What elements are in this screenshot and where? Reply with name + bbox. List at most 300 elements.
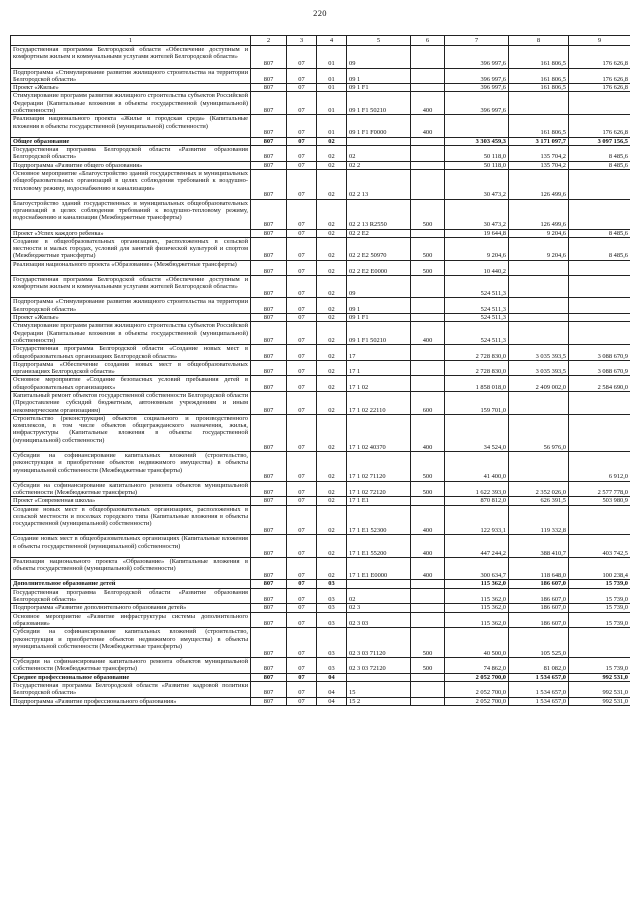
row-col2-cell: 807 [251, 46, 287, 69]
row-col3-cell: 07 [287, 497, 317, 505]
row-name-cell: Капитальный ремонт объектов государственной собственности Белгородской области (Предоставление субсидий бюджетным, автономным учреждениям и иным некоммерческим организациям) [11, 392, 251, 415]
row-code-cell: 15 [347, 681, 411, 697]
row-code-cell: 17 1 E1 E0000 [347, 557, 411, 580]
row-col6-cell: 400 [411, 557, 445, 580]
row-col4-cell: 02 [317, 314, 347, 322]
table-row [11, 658, 631, 674]
row-amount-3-cell: 3 088 670,9 [569, 360, 631, 376]
row-col4-cell: 02 [317, 146, 347, 162]
row-amount-3-cell: 992 531,0 [569, 697, 631, 705]
row-col6-cell: 400 [411, 92, 445, 115]
row-amount-3-cell: 8 485,6 [569, 237, 631, 260]
row-amount-2-cell: 161 806,5 [509, 46, 569, 69]
row-amount-3-cell [569, 169, 631, 199]
row-col6-cell: 400 [411, 115, 445, 138]
row-amount-2-cell: 135 704,2 [509, 146, 569, 162]
row-col6-cell: 500 [411, 451, 445, 481]
row-code-cell: 09 1 F1 [347, 314, 411, 322]
row-amount-1-cell: 2 052 700,0 [445, 673, 509, 681]
table-body [11, 46, 631, 706]
table-row [11, 275, 631, 298]
row-col4-cell: 01 [317, 92, 347, 115]
row-code-cell: 02 2 E2 E0000 [347, 260, 411, 275]
row-col3-cell: 07 [287, 322, 317, 345]
row-col4-cell: 02 [317, 229, 347, 237]
row-code-cell: 17 [347, 345, 411, 361]
table-row [11, 161, 631, 169]
row-col6-cell [411, 84, 445, 92]
row-col3-cell: 07 [287, 161, 317, 169]
row-col3-cell: 07 [287, 260, 317, 275]
row-code-cell: 02 [347, 146, 411, 162]
row-amount-2-cell: 2 352 026,0 [509, 481, 569, 497]
row-col4-cell: 04 [317, 681, 347, 697]
row-name-cell: Подпрограмма «Стимулирование развития жилищного строительства на территории Белгородской области» [11, 68, 251, 84]
row-amount-1-cell: 30 473,2 [445, 199, 509, 229]
row-name-cell: Подпрограмма «Развитие общего образования» [11, 161, 251, 169]
row-code-cell: 17 1 E1 52300 [347, 505, 411, 535]
row-col6-cell [411, 161, 445, 169]
row-amount-1-cell: 396 997,6 [445, 84, 509, 92]
row-col6-cell [411, 604, 445, 612]
row-name-cell: Подпрограмма «Развитие профессионального образования» [11, 697, 251, 705]
row-col4-cell: 03 [317, 658, 347, 674]
row-amount-2-cell: 186 607,0 [509, 612, 569, 628]
row-code-cell: 09 [347, 275, 411, 298]
table-row [11, 92, 631, 115]
table-row [11, 146, 631, 162]
row-amount-2-cell: 126 499,6 [509, 199, 569, 229]
row-col2-cell: 807 [251, 697, 287, 705]
row-name-cell: Создание новых мест в общеобразовательных организациях (Капитальные вложения в объекты государственной (муниципальной) собственности) [11, 535, 251, 558]
table-row [11, 628, 631, 658]
row-col2-cell: 807 [251, 229, 287, 237]
row-col2-cell: 807 [251, 414, 287, 451]
header-col-3: 3 [287, 36, 317, 46]
row-name-cell: Проект «Современная школа» [11, 497, 251, 505]
row-amount-1-cell: 159 701,0 [445, 392, 509, 415]
table-header-row [11, 36, 631, 46]
row-col2-cell: 807 [251, 612, 287, 628]
row-amount-2-cell: 161 806,5 [509, 84, 569, 92]
row-name-cell: Государственная программа Белгородской области «Обеспечение доступным и комфортным жильем и коммунальными услугами жителей Белгородской области» [11, 275, 251, 298]
row-amount-3-cell [569, 314, 631, 322]
row-name-cell: Строительство (реконструкция) объектов социального и производственного комплексов, в том числе объектов общегражданского назначения, жилья, инфраструктуры (Капитальные вложения в объекты государственной (муниципальной) собственности) [11, 414, 251, 451]
row-col6-cell [411, 497, 445, 505]
header-col-7: 7 [445, 36, 509, 46]
row-code-cell: 02 2 E2 50970 [347, 237, 411, 260]
budget-table [10, 35, 630, 706]
row-amount-1-cell: 870 812,0 [445, 497, 509, 505]
row-col6-cell [411, 360, 445, 376]
row-col3-cell: 07 [287, 345, 317, 361]
row-code-cell: 09 1 [347, 298, 411, 314]
row-col2-cell: 807 [251, 322, 287, 345]
row-amount-2-cell: 118 648,0 [509, 557, 569, 580]
row-col3-cell: 07 [287, 298, 317, 314]
row-amount-1-cell: 2 728 830,0 [445, 360, 509, 376]
table-row [11, 497, 631, 505]
row-col2-cell: 807 [251, 115, 287, 138]
row-amount-3-cell: 8 485,6 [569, 146, 631, 162]
row-name-cell: Создание в общеобразовательных организациях, расположенных в сельской местности и малых городах, условий для занятий физической культурой и спортом (Межбюджетные трансферты) [11, 237, 251, 260]
row-col4-cell: 02 [317, 322, 347, 345]
row-col6-cell [411, 697, 445, 705]
row-amount-1-cell: 115 362,0 [445, 604, 509, 612]
row-amount-3-cell [569, 92, 631, 115]
row-col3-cell: 07 [287, 360, 317, 376]
row-col3-cell: 07 [287, 376, 317, 392]
header-col-2: 2 [251, 36, 287, 46]
row-amount-2-cell [509, 451, 569, 481]
row-col4-cell: 01 [317, 115, 347, 138]
row-amount-2-cell: 56 976,0 [509, 414, 569, 451]
row-col6-cell: 500 [411, 199, 445, 229]
row-amount-3-cell [569, 199, 631, 229]
row-col3-cell: 07 [287, 580, 317, 588]
row-col3-cell: 07 [287, 505, 317, 535]
table-row [11, 376, 631, 392]
row-name-cell: Основное мероприятие «Развитие инфраструктуры системы дополнительного образования» [11, 612, 251, 628]
row-col4-cell: 04 [317, 697, 347, 705]
row-col2-cell: 807 [251, 376, 287, 392]
row-amount-3-cell: 8 485,6 [569, 161, 631, 169]
row-amount-2-cell: 161 806,5 [509, 68, 569, 84]
row-code-cell: 09 1 F1 50210 [347, 322, 411, 345]
row-amount-3-cell: 6 912,0 [569, 451, 631, 481]
row-col6-cell: 400 [411, 414, 445, 451]
row-amount-2-cell: 161 806,5 [509, 115, 569, 138]
row-amount-2-cell [509, 260, 569, 275]
row-amount-3-cell: 3 088 670,9 [569, 345, 631, 361]
row-col4-cell: 02 [317, 237, 347, 260]
row-amount-1-cell: 396 997,6 [445, 46, 509, 69]
table-row [11, 322, 631, 345]
row-amount-2-cell: 3 035 393,5 [509, 360, 569, 376]
table-row [11, 535, 631, 558]
row-code-cell: 02 2 13 R2550 [347, 199, 411, 229]
row-col3-cell: 07 [287, 115, 317, 138]
row-amount-2-cell: 81 082,0 [509, 658, 569, 674]
row-code-cell: 09 1 F1 F0000 [347, 115, 411, 138]
row-col3-cell: 07 [287, 451, 317, 481]
row-amount-3-cell: 992 531,0 [569, 681, 631, 697]
row-col6-cell [411, 376, 445, 392]
row-col3-cell: 07 [287, 604, 317, 612]
row-col2-cell: 807 [251, 451, 287, 481]
header-col-4: 4 [317, 36, 347, 46]
row-col2-cell: 807 [251, 298, 287, 314]
row-amount-1-cell: 524 511,3 [445, 298, 509, 314]
row-code-cell [347, 673, 411, 681]
table-row [11, 314, 631, 322]
row-amount-2-cell: 3 171 097,7 [509, 137, 569, 145]
row-col6-cell [411, 345, 445, 361]
row-code-cell: 17 1 02 72120 [347, 481, 411, 497]
row-col4-cell: 02 [317, 169, 347, 199]
row-name-cell: Проект «Жилье» [11, 314, 251, 322]
row-amount-1-cell: 2 052 700,0 [445, 681, 509, 697]
row-col6-cell [411, 588, 445, 604]
row-code-cell: 17 1 E1 [347, 497, 411, 505]
table-row [11, 260, 631, 275]
row-col3-cell: 07 [287, 658, 317, 674]
table-row [11, 604, 631, 612]
row-amount-1-cell: 447 244,2 [445, 535, 509, 558]
row-amount-2-cell: 186 607,0 [509, 588, 569, 604]
row-col2-cell: 807 [251, 260, 287, 275]
row-col6-cell: 500 [411, 658, 445, 674]
row-col4-cell: 02 [317, 414, 347, 451]
row-name-cell: Создание новых мест в общеобразовательных организациях, расположенных в сельской местности и поселках городского типа (Капитальные вложения в объекты государственной (муниципальной) собственности) [11, 505, 251, 535]
row-col3-cell: 07 [287, 673, 317, 681]
row-code-cell: 02 2 [347, 161, 411, 169]
row-amount-2-cell [509, 92, 569, 115]
row-col6-cell: 500 [411, 237, 445, 260]
row-amount-3-cell: 3 097 156,5 [569, 137, 631, 145]
row-amount-3-cell: 176 626,8 [569, 84, 631, 92]
row-col3-cell: 07 [287, 414, 317, 451]
row-col2-cell: 807 [251, 169, 287, 199]
row-col4-cell: 02 [317, 199, 347, 229]
row-amount-3-cell: 2 577 778,0 [569, 481, 631, 497]
row-col4-cell: 03 [317, 612, 347, 628]
row-col2-cell: 807 [251, 275, 287, 298]
row-amount-3-cell: 15 739,0 [569, 604, 631, 612]
row-col2-cell: 807 [251, 314, 287, 322]
row-amount-1-cell: 122 933,1 [445, 505, 509, 535]
row-amount-3-cell: 15 739,0 [569, 612, 631, 628]
table-row [11, 557, 631, 580]
budget-table-container [10, 35, 630, 901]
table-row [11, 392, 631, 415]
row-col6-cell [411, 137, 445, 145]
row-col6-cell [411, 229, 445, 237]
row-name-cell: Среднее профессиональное образование [11, 673, 251, 681]
row-col3-cell: 07 [287, 92, 317, 115]
row-code-cell: 02 2 13 [347, 169, 411, 199]
row-col6-cell [411, 314, 445, 322]
row-amount-2-cell: 9 204,6 [509, 229, 569, 237]
row-name-cell: Основное мероприятие «Создание безопасных условий пребывания детей в общеобразовательных организациях» [11, 376, 251, 392]
row-amount-2-cell: 105 525,0 [509, 628, 569, 658]
row-col2-cell: 807 [251, 588, 287, 604]
row-col3-cell: 07 [287, 314, 317, 322]
row-name-cell: Подпрограмма «Развитие дополнительного образования детей» [11, 604, 251, 612]
row-col4-cell: 04 [317, 673, 347, 681]
row-code-cell: 17 1 02 22110 [347, 392, 411, 415]
table-row [11, 360, 631, 376]
row-name-cell: Проект «Жилье» [11, 84, 251, 92]
row-col3-cell: 07 [287, 199, 317, 229]
row-amount-1-cell: 30 473,2 [445, 169, 509, 199]
row-col2-cell: 807 [251, 161, 287, 169]
row-amount-2-cell: 1 534 657,0 [509, 681, 569, 697]
table-row [11, 580, 631, 588]
row-col4-cell: 02 [317, 497, 347, 505]
row-col2-cell: 807 [251, 673, 287, 681]
row-name-cell: Государственная программа Белгородской области «Развитие образования Белгородской области» [11, 588, 251, 604]
row-amount-3-cell [569, 628, 631, 658]
row-col4-cell: 02 [317, 275, 347, 298]
row-col3-cell: 07 [287, 392, 317, 415]
row-code-cell: 02 2 E2 [347, 229, 411, 237]
row-code-cell: 15 2 [347, 697, 411, 705]
row-amount-1-cell: 115 362,0 [445, 612, 509, 628]
row-amount-2-cell [509, 322, 569, 345]
row-amount-3-cell [569, 414, 631, 451]
row-name-cell: Государственная программа Белгородской области «Развитие кадровой политики Белгородской области» [11, 681, 251, 697]
row-amount-1-cell: 50 118,0 [445, 161, 509, 169]
row-code-cell [347, 137, 411, 145]
table-row [11, 588, 631, 604]
row-amount-2-cell [509, 392, 569, 415]
row-amount-2-cell: 135 704,2 [509, 161, 569, 169]
row-amount-3-cell [569, 392, 631, 415]
row-col3-cell: 07 [287, 169, 317, 199]
row-col6-cell: 400 [411, 505, 445, 535]
row-code-cell: 02 3 03 71120 [347, 628, 411, 658]
row-col2-cell: 807 [251, 604, 287, 612]
row-col6-cell [411, 681, 445, 697]
header-col-8: 8 [509, 36, 569, 46]
row-name-cell: Проект «Успех каждого ребенка» [11, 229, 251, 237]
row-name-cell: Субсидии на софинансирование капитального ремонта объектов муниципальной собственности (Межбюджетные трансферты) [11, 658, 251, 674]
row-amount-1-cell: 34 524,0 [445, 414, 509, 451]
row-amount-1-cell: 2 052 700,0 [445, 697, 509, 705]
row-col3-cell: 07 [287, 588, 317, 604]
row-col3-cell: 07 [287, 84, 317, 92]
row-amount-3-cell: 176 626,8 [569, 68, 631, 84]
row-col6-cell [411, 146, 445, 162]
row-code-cell: 02 [347, 588, 411, 604]
row-col2-cell: 807 [251, 580, 287, 588]
row-amount-2-cell: 2 409 002,0 [509, 376, 569, 392]
row-name-cell: Государственная программа Белгородской области «Развитие образования Белгородской области» [11, 146, 251, 162]
page-number: 220 [313, 8, 327, 18]
row-amount-3-cell: 100 238,4 [569, 557, 631, 580]
row-col3-cell: 07 [287, 146, 317, 162]
row-amount-2-cell: 119 332,8 [509, 505, 569, 535]
row-col4-cell: 03 [317, 604, 347, 612]
row-amount-1-cell: 1 622 393,0 [445, 481, 509, 497]
row-code-cell: 17 1 02 [347, 376, 411, 392]
row-amount-1-cell: 396 997,6 [445, 68, 509, 84]
row-amount-2-cell [509, 275, 569, 298]
row-col2-cell: 807 [251, 658, 287, 674]
row-amount-1-cell: 3 303 459,3 [445, 137, 509, 145]
row-col4-cell: 02 [317, 392, 347, 415]
row-name-cell: Реализация национального проекта «Образование» (Межбюджетные трансферты) [11, 260, 251, 275]
row-amount-1-cell [445, 115, 509, 138]
row-col3-cell: 07 [287, 535, 317, 558]
row-name-cell: Реализация национального проекта «Образование» (Капитальные вложения в объекты государственной (муниципальной) собственности) [11, 557, 251, 580]
row-code-cell: 17 1 E1 55200 [347, 535, 411, 558]
row-col2-cell: 807 [251, 199, 287, 229]
row-amount-2-cell: 3 035 393,5 [509, 345, 569, 361]
row-code-cell: 02 3 03 [347, 612, 411, 628]
row-amount-3-cell [569, 505, 631, 535]
row-col3-cell: 07 [287, 46, 317, 69]
row-col2-cell: 807 [251, 535, 287, 558]
row-amount-3-cell [569, 260, 631, 275]
row-amount-2-cell: 186 607,0 [509, 604, 569, 612]
row-amount-3-cell: 992 531,0 [569, 673, 631, 681]
row-col2-cell: 807 [251, 137, 287, 145]
row-col4-cell: 02 [317, 345, 347, 361]
row-col6-cell: 400 [411, 535, 445, 558]
row-amount-3-cell: 15 739,0 [569, 588, 631, 604]
row-code-cell: 02 3 [347, 604, 411, 612]
row-col2-cell: 807 [251, 481, 287, 497]
row-amount-1-cell: 10 440,2 [445, 260, 509, 275]
row-col4-cell: 01 [317, 68, 347, 84]
row-col6-cell: 400 [411, 322, 445, 345]
row-col4-cell: 02 [317, 535, 347, 558]
table-row [11, 229, 631, 237]
table-row [11, 169, 631, 199]
table-row [11, 681, 631, 697]
row-amount-2-cell: 1 534 657,0 [509, 673, 569, 681]
row-col3-cell: 07 [287, 628, 317, 658]
row-name-cell: Основное мероприятие «Благоустройство зданий государственных и муниципальных общеобразовательных организаций в целях соблюдения требований к воздушно-тепловому режиму, водоснабжению и канализации» [11, 169, 251, 199]
row-code-cell: 09 1 F1 [347, 84, 411, 92]
table-row [11, 345, 631, 361]
row-col3-cell: 07 [287, 612, 317, 628]
row-name-cell: Дополнительное образование детей [11, 580, 251, 588]
row-amount-1-cell: 524 511,3 [445, 322, 509, 345]
row-col2-cell: 807 [251, 628, 287, 658]
row-name-cell: Стимулирование программ развития жилищного строительства субъектов Российской Федерации (Капитальные вложения в объекты государственной (муниципальной) собственности) [11, 322, 251, 345]
row-amount-3-cell: 503 980,9 [569, 497, 631, 505]
row-code-cell [347, 580, 411, 588]
table-row [11, 115, 631, 138]
row-amount-2-cell [509, 314, 569, 322]
row-col4-cell: 02 [317, 557, 347, 580]
row-col2-cell: 807 [251, 392, 287, 415]
row-col6-cell [411, 46, 445, 69]
row-col2-cell: 807 [251, 68, 287, 84]
row-amount-1-cell: 40 500,0 [445, 628, 509, 658]
row-amount-1-cell: 50 118,0 [445, 146, 509, 162]
row-code-cell: 17 1 02 40370 [347, 414, 411, 451]
row-col6-cell [411, 68, 445, 84]
row-col4-cell: 03 [317, 588, 347, 604]
row-col2-cell: 807 [251, 237, 287, 260]
row-name-cell: Подпрограмма «Стимулирование развития жилищного строительства на территории Белгородской области» [11, 298, 251, 314]
row-code-cell: 09 1 F1 50210 [347, 92, 411, 115]
row-col2-cell: 807 [251, 497, 287, 505]
table-row [11, 697, 631, 705]
row-amount-3-cell: 176 626,8 [569, 46, 631, 69]
row-amount-3-cell [569, 275, 631, 298]
row-amount-1-cell: 74 862,0 [445, 658, 509, 674]
row-col2-cell: 807 [251, 84, 287, 92]
row-amount-1-cell: 115 362,0 [445, 588, 509, 604]
row-name-cell: Общее образование [11, 137, 251, 145]
row-amount-3-cell [569, 322, 631, 345]
row-amount-2-cell: 388 410,7 [509, 535, 569, 558]
row-col2-cell: 807 [251, 92, 287, 115]
row-amount-1-cell: 9 204,6 [445, 237, 509, 260]
row-name-cell: Стимулирование программ развития жилищного строительства субъектов Российской Федерации (Капитальные вложения в объекты государственной (муниципальной) собственности) [11, 92, 251, 115]
row-col6-cell [411, 275, 445, 298]
row-name-cell: Благоустройство зданий государственных и муниципальных общеобразовательных организаций в целях соблюдения требований к воздушно-тепловому режиму, водоснабжению и канализации (Межбюджетные трансферты) [11, 199, 251, 229]
row-amount-2-cell: 9 204,6 [509, 237, 569, 260]
row-col3-cell: 07 [287, 229, 317, 237]
row-name-cell: Реализация национального проекта «Жилье и городская среда» (Капитальные вложения в объекты государственной (муниципальной) собственности) [11, 115, 251, 138]
table-row [11, 481, 631, 497]
